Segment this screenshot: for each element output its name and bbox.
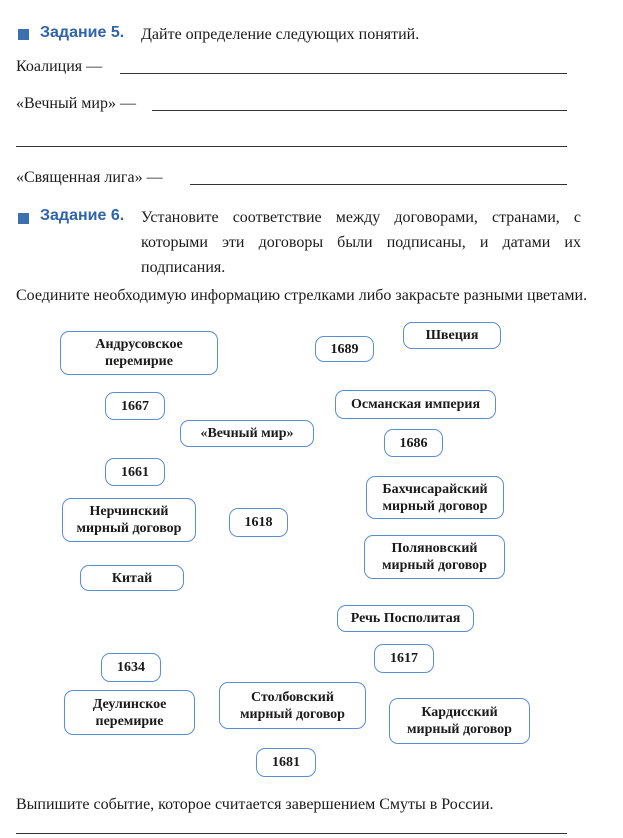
box-sweden[interactable]: Швеция	[403, 322, 501, 349]
answer-line-eternal-peace-2[interactable]	[16, 146, 567, 147]
final-question: Выпишите событие, которое считается завершением Смуты в России.	[16, 796, 494, 813]
instruction-text: Соедините необходимую информацию стрелками либо закрасьте разными цветами.	[16, 287, 588, 304]
task6-marker	[18, 213, 29, 224]
term-coalition: Коалиция —	[16, 58, 103, 75]
term-eternal-peace: «Вечный мир» —	[16, 95, 136, 112]
box-year-1667[interactable]: 1667	[105, 392, 165, 420]
box-stolbovo-treaty[interactable]: Столбовский мирный договор	[219, 682, 366, 729]
box-eternal-peace[interactable]: «Вечный мир»	[180, 420, 314, 447]
box-year-1618[interactable]: 1618	[229, 508, 288, 537]
box-china[interactable]: Китай	[80, 565, 184, 591]
box-andrusovo-truce[interactable]: Андрусовское перемирие	[60, 331, 218, 375]
box-ottoman-empire[interactable]: Османская империя	[335, 390, 496, 419]
task6-label: Задание 6.	[40, 207, 125, 224]
box-nerchinsk-treaty[interactable]: Нерчинский мирный договор	[62, 498, 196, 542]
box-year-1617[interactable]: 1617	[374, 644, 434, 673]
task6-text: Установите соответствие между договорами, странами, с которыми эти договоры были подписаны, и датами их подписания.	[141, 209, 581, 276]
box-year-1681[interactable]: 1681	[256, 748, 316, 777]
box-year-1689[interactable]: 1689	[315, 336, 374, 362]
answer-line-eternal-peace[interactable]	[152, 110, 567, 111]
box-rzeczpospolita[interactable]: Речь Посполитая	[337, 605, 474, 632]
task5-label: Задание 5.	[40, 24, 125, 41]
answer-line-holy-league[interactable]	[190, 184, 567, 185]
answer-line-coalition[interactable]	[120, 73, 567, 74]
box-deulino-truce[interactable]: Деулинское перемирие	[64, 690, 195, 735]
box-polyanovka-treaty[interactable]: Поляновский мирный договор	[364, 535, 505, 579]
answer-line-final[interactable]	[16, 833, 567, 834]
box-year-1661[interactable]: 1661	[105, 458, 165, 486]
box-bakhchisaray-treaty[interactable]: Бахчисарайский мирный договор	[366, 476, 504, 519]
term-holy-league: «Священная лига» —	[16, 169, 163, 186]
box-kardis-treaty[interactable]: Кардисский мирный договор	[389, 698, 530, 744]
box-year-1686[interactable]: 1686	[384, 429, 443, 457]
task5-marker	[18, 29, 29, 40]
task5-text: Дайте определение следующих понятий.	[141, 26, 420, 43]
box-year-1634[interactable]: 1634	[101, 653, 161, 682]
